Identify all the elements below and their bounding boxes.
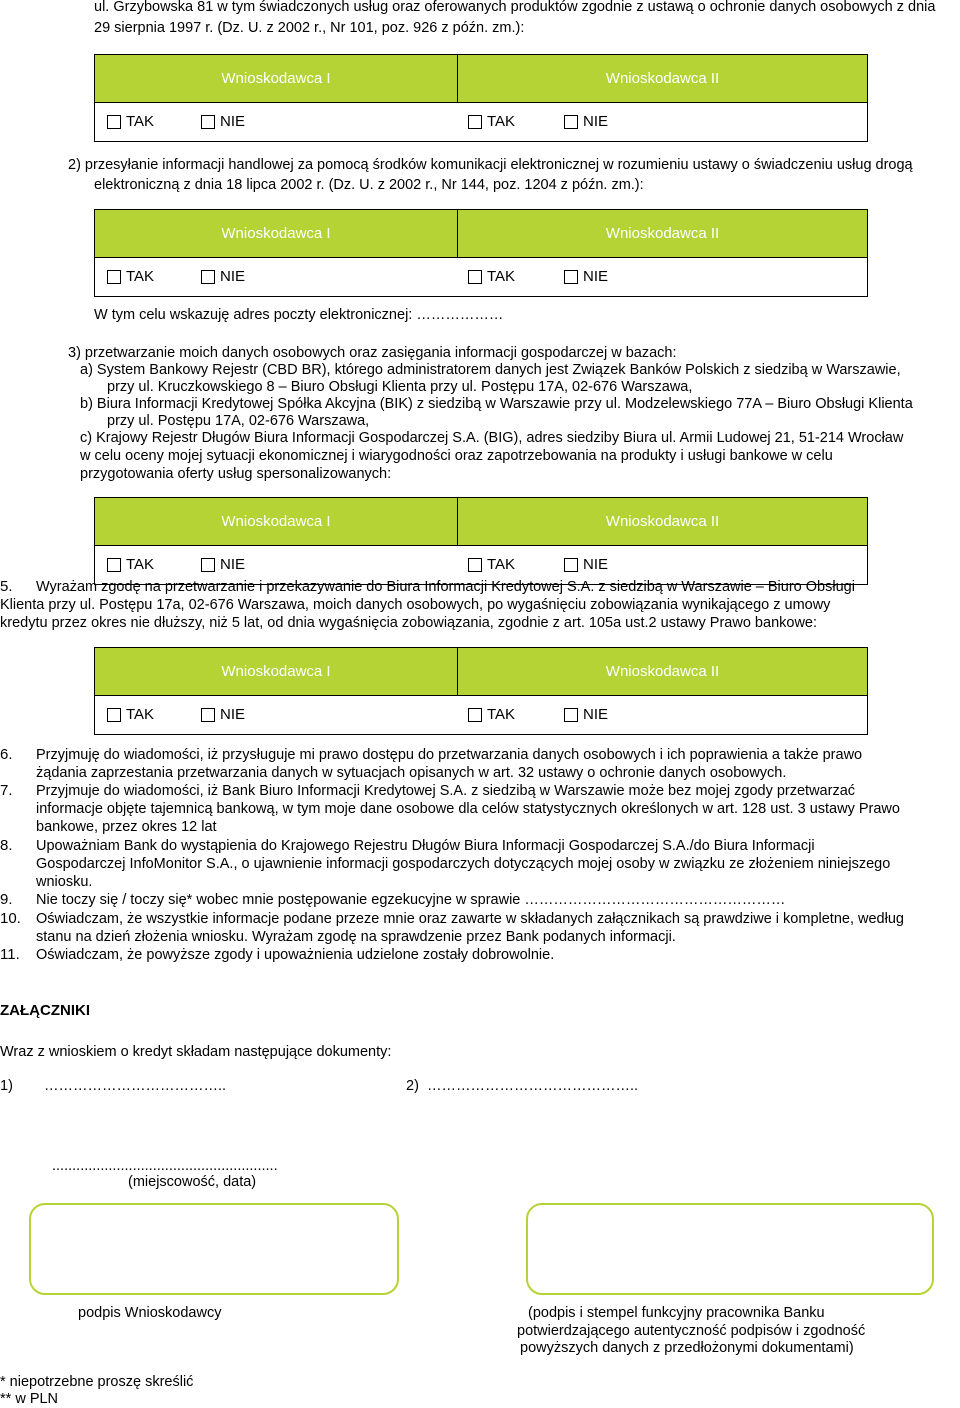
applicant-1-yes-checkbox[interactable]: TAK xyxy=(107,113,154,131)
item-5-number: 5. xyxy=(0,578,13,595)
attachment-1-field[interactable]: ……………………………….. xyxy=(44,1078,227,1094)
intro-line-1: ul. Grzybowska 81 w tym świadczonych usług oraz oferowanych produktów zgodnie z ustawą o ochronie danych osobowych z dnia xyxy=(94,0,936,15)
bank-signature-box[interactable] xyxy=(526,1203,934,1295)
consent-table-4 xyxy=(94,647,868,735)
applicant-2-no-checkbox[interactable]: NIE xyxy=(564,706,608,724)
item-8-number: 8. xyxy=(0,837,13,854)
applicant-2-header: Wnioskodawca II xyxy=(605,512,720,530)
bank-signature-label-3: powyższych danych z przedłożonymi dokumentami) xyxy=(520,1340,854,1356)
item-2-line-2: elektroniczną z dnia 18 lipca 2002 r. (Dz. U. z 2002 r., Nr 144, poz. 1204 z późn. zm.): xyxy=(94,177,644,193)
applicant-1-header: Wnioskodawca I xyxy=(95,210,458,257)
applicant-1-no-checkbox[interactable]: NIE xyxy=(201,268,245,286)
item-3-purpose-line-2: przygotowania oferty usług spersonalizowanych: xyxy=(80,466,392,482)
item-3-c-line-1: c) Krajowy Rejestr Długów Biura Informacji Gospodarczej S.A. (BIG), adres siedziby Biura ul. Armii Ludowej 21, 51-214 Wrocław xyxy=(80,430,904,446)
applicant-2-header: Wnioskodawca II xyxy=(605,662,720,680)
place-date-field[interactable]: ........................................................ xyxy=(52,1158,278,1174)
attachment-1-number: 1) xyxy=(0,1078,13,1094)
applicant-signature-box[interactable] xyxy=(29,1203,399,1295)
attachment-2-number: 2) xyxy=(406,1078,419,1094)
consent-table-1 xyxy=(94,54,868,142)
bank-signature-label-2: potwierdzającego autentyczność podpisów i zgodność xyxy=(517,1323,866,1339)
attachment-2-field[interactable]: …………………………………….. xyxy=(427,1078,639,1094)
applicant-2-yes-checkbox[interactable]: TAK xyxy=(468,556,515,574)
applicant-1-header: Wnioskodawca I xyxy=(95,55,458,102)
applicant-2-header: Wnioskodawca II xyxy=(605,69,720,87)
applicant-1-yes-checkbox[interactable]: TAK xyxy=(107,706,154,724)
applicant-1-no-checkbox[interactable]: NIE xyxy=(201,556,245,574)
item-9-number: 9. xyxy=(0,891,13,908)
applicant-1-yes-checkbox[interactable]: TAK xyxy=(107,556,154,574)
item-9-line-1: Nie toczy się / toczy się* wobec mnie postępowanie egzekucyjne w sprawie ……………………………………………… xyxy=(36,892,786,908)
item-5-line-1: Wyrażam zgodę na przetwarzanie i przekazywanie do Biura Informacji Kredytowej S.A. z siedzibą w Warszawie – Biuro Obsługi xyxy=(36,579,855,595)
item-3-intro: 3) przetwarzanie moich danych osobowych oraz zasięgania informacji gospodarczej w bazach: xyxy=(68,345,677,361)
item-3-a-line-1: a) System Bankowy Rejestr (CBD BR), którego administratorem danych jest Związek Banków Polskich z siedzibą w Warszawie, xyxy=(80,362,901,378)
item-3-b-line-2: przy ul. Postępu 17A, 02-676 Warszawa, xyxy=(107,413,370,429)
item-10-line-1: Oświadczam, że wszystkie informacje podane przeze mnie oraz zawarte w składanych załącznikach są prawdziwe i kompletne, według xyxy=(36,911,904,927)
applicant-1-yes-checkbox[interactable]: TAK xyxy=(107,268,154,286)
applicant-2-yes-checkbox[interactable]: TAK xyxy=(468,706,515,724)
bank-signature-label-1: (podpis i stempel funkcyjny pracownika Banku xyxy=(528,1305,825,1321)
item-11-number: 11. xyxy=(0,946,20,963)
item-2-line-1: 2) przesyłanie informacji handlowej za pomocą środków komunikacji elektronicznej w rozumieniu ustawy o świadczeniu usług drogą xyxy=(68,157,913,173)
item-8-line-3: wniosku. xyxy=(36,874,93,890)
applicant-2-no-checkbox[interactable]: NIE xyxy=(564,268,608,286)
consent-table-2 xyxy=(94,209,868,297)
applicant-1-no-checkbox[interactable]: NIE xyxy=(201,113,245,131)
email-line: W tym celu wskazuję adres poczty elektronicznej: ……………… xyxy=(94,307,504,323)
item-5-line-3: kredytu przez okres nie dłuższy, niż 5 lat, od dnia wygaśnięcia zobowiązania, zgodnie z art. 105a ust.2 ustawy Prawo bankowe: xyxy=(0,615,818,631)
item-11-line-1: Oświadczam, że powyższe zgody i upoważnienia udzielone zostały dobrowolnie. xyxy=(36,947,555,963)
item-3-purpose-line-1: w celu oceny mojej sytuacji ekonomicznej i wiarygodności oraz zapotrzebowania na produkty i usługi bankowe w celu xyxy=(80,448,833,464)
applicant-2-no-checkbox[interactable]: NIE xyxy=(564,556,608,574)
intro-line-2: 29 sierpnia 1997 r. (Dz. U. z 2002 r., Nr 101, poz. 926 z późn. zm.): xyxy=(94,20,525,36)
item-7-line-1: Przyjmuje do wiadomości, iż Bank Biuro Informacji Kredytowej S.A. z siedzibą w Warszawie może bez mojej zgody przetwarzać xyxy=(36,783,856,799)
item-5-line-2: Klienta przy ul. Postępu 17a, 02-676 Warszawa, moich danych osobowych, po wygaśnięciu zobowiązania wynikającego z umowy xyxy=(0,597,831,613)
applicant-2-header: Wnioskodawca II xyxy=(605,224,720,242)
item-3-b-line-1: b) Biura Informacji Kredytowej Spółka Akcyjna (BIK) z siedzibą w Warszawie przy ul. Modzelewskiego 77A – Biuro Obsługi Klienta xyxy=(80,396,913,412)
item-6-line-2: żądania zaprzestania przetwarzania danych w sytuacjach opisanych w art. 32 ustawy o ochronie danych osobowych. xyxy=(36,765,787,781)
applicant-1-header: Wnioskodawca I xyxy=(95,498,458,545)
attachments-intro: Wraz z wnioskiem o kredyt składam następujące dokumenty: xyxy=(0,1044,392,1060)
place-date-label: (miejscowość, data) xyxy=(128,1174,257,1190)
applicant-1-header: Wnioskodawca I xyxy=(95,648,458,695)
item-6-line-1: Przyjmuję do wiadomości, iż przysługuje mi prawo dostępu do przetwarzania danych osobowych i ich poprawienia a także prawo xyxy=(36,747,863,763)
applicant-signature-label: podpis Wnioskodawcy xyxy=(78,1305,222,1321)
item-8-line-2: Gospodarczej InfoMonitor S.A., o ujawnienie informacji gospodarczych dotyczących mojej osoby w związku ze złożeniem niniejszego xyxy=(36,856,891,872)
attachments-heading: ZAŁĄCZNIKI xyxy=(0,1002,90,1019)
item-7-number: 7. xyxy=(0,782,13,799)
item-7-line-2: informacje objęte tajemnicą bankową, w tym moje dane osobowe dla celów statystycznych określonych w art. 128 ust. 3 ustawy Prawo xyxy=(36,801,900,817)
applicant-2-yes-checkbox[interactable]: TAK xyxy=(468,113,515,131)
item-6-number: 6. xyxy=(0,746,13,763)
item-10-line-2: stanu na dzień złożenia wniosku. Wyrażam zgodę na sprawdzenie przez Bank podanych informacji. xyxy=(36,929,676,945)
item-3-a-line-2: przy ul. Kruczkowskiego 8 – Biuro Obsługi Klienta przy ul. Postępu 17A, 02-676 Warszawa, xyxy=(107,379,693,395)
footnote-2: ** w PLN xyxy=(0,1391,59,1407)
item-8-line-1: Upoważniam Bank do wystąpienia do Krajowego Rejestru Długów Biura Informacji Gospodarczej S.A./do Biura Informacji xyxy=(36,838,815,854)
applicant-1-no-checkbox[interactable]: NIE xyxy=(201,706,245,724)
item-10-number: 10. xyxy=(0,910,21,927)
item-7-line-3: bankowe, przez okres 12 lat xyxy=(36,819,217,835)
applicant-2-yes-checkbox[interactable]: TAK xyxy=(468,268,515,286)
applicant-2-no-checkbox[interactable]: NIE xyxy=(564,113,608,131)
footnote-1: * niepotrzebne proszę skreślić xyxy=(0,1374,194,1390)
consent-table-3 xyxy=(94,497,868,585)
